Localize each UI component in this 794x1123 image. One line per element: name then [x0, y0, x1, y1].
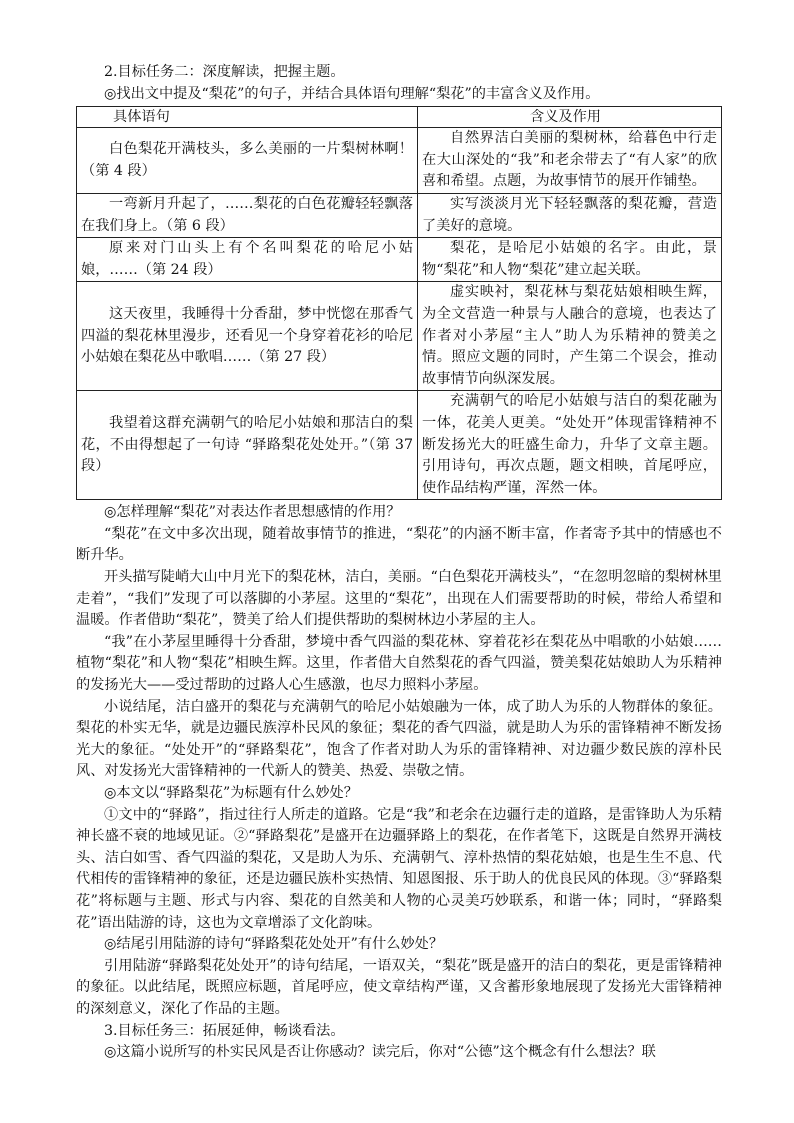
row-sentence: 一弯新月升起了，……梨花的白色花瓣轻轻飘落在我们身上。（第 6 段） [77, 193, 418, 237]
row-meaning: 自然界洁白美丽的梨树林，给暮色中行走在大山深处的“我”和老余带去了“有人家”的欣喜和希望。点题，为故事情节的展开作铺垫。 [418, 128, 722, 194]
answer-3: 引用陆游“驿路梨花处处开”的诗句结尾，一语双关，“梨花”既是盛开的洁白的梨花，更是雷锋精神的象征。以此结尾，既照应标题，首尾呼应，使文章结构严谨，又含蓄形象地展现了发扬光大雷锋精神的深刻意义，深化了作品的主题。 [76, 957, 722, 1017]
task3-heading: 3.目标任务三：拓展延伸，畅谈看法。 [104, 1022, 345, 1039]
question-2: ◎本文以“驿路梨花”为标题有什么妙处？ [104, 785, 358, 801]
row-sentence: 这天夜里，我睡得十分香甜，梦中恍惚在那香气四溢的梨花林里漫步，还看见一个身穿着花衫的哈尼小姑娘在梨花丛中歌唱……（第 27 段） [77, 282, 418, 391]
question-3: ◎结尾引用陆游的诗句“驿路梨花处处开”有什么妙处？ [104, 936, 444, 953]
row-meaning: 实写淡淡月光下轻轻飘落的梨花瓣，营造了美好的意境。 [418, 193, 722, 237]
question-1: ◎怎样理解“梨花”对表达作者思想感情的作用？ [104, 504, 401, 521]
row-meaning: 梨花，是哈尼小姑娘的名字。由此，景物“梨花”和人物“梨花”建立起关联。 [418, 238, 722, 282]
row-meaning: 充满朝气的哈尼小姑娘与洁白的梨花融为一体，花美人更美。“处处开”体现雷锋精神不断发扬光大的旺盛生命力，升华了文章主题。引用诗句，再次点题，题文相映，首尾呼应，使作品结构严谨，浑然一体。 [418, 391, 722, 500]
header-sentence: 具体语句 [77, 107, 418, 128]
task2-heading: 2.目标任务二：深度解读，把握主题。 [104, 64, 345, 80]
lihua-analysis-table [76, 106, 722, 500]
answer-1-paragraph: “我”在小茅屋里睡得十分香甜，梦境中香气四溢的梨花林、穿着花衫在梨花丛中唱歌的小姑娘……植物“梨花”和人物“梨花”相映生辉。这里，作者借大自然梨花的香气四溢，赞美梨花姑娘助人为乐精神的发扬光大——受过帮助的过路人心生感激，也尽力照料小茅屋。 [76, 633, 722, 694]
table-row [77, 282, 722, 391]
row-sentence: 原来对门山头上有个名叫梨花的哈尼小姑娘，……（第 24 段） [77, 238, 418, 282]
row-meaning: 虚实映衬，梨花林与梨花姑娘相映生辉，为全文营造一种景与人融合的意境，也表达了作者对小茅屋“主人”助人为乐精神的赞美之情。照应文题的同时，产生第二个误会，推动故事情节向纵深发展。 [418, 282, 722, 391]
row-sentence: 白色梨花开满枝头，多么美丽的一片梨树林啊！（第 4 段） [77, 128, 418, 194]
table-row [77, 128, 722, 194]
table-row [77, 391, 722, 500]
table-row [77, 193, 722, 237]
document-page [76, 62, 722, 1064]
row-sentence: 我望着这群充满朝气的哈尼小姑娘和那洁白的梨花，不由得想起了一句诗 “驿路梨花处处开。”（第 37 段） [77, 391, 418, 500]
answer-1-paragraph: “梨花”在文中多次出现，随着故事情节的推进，“梨花”的内涵不断丰富，作者寄予其中的情感也不断升华。 [76, 525, 722, 564]
answer-2: ①文中的“驿路”，指过往行人所走的道路。它是“我”和老余在边疆行走的道路，是雷锋助人为乐精神长盛不衰的地域见证。②“驿路梨花”是盛开在边疆驿路上的梨花，在作者笔下，这既是自然界开满枝头、洁白如雪、香气四溢的梨花，又是助人为乐、充满朝气、淳朴热情的梨花姑娘，也是生生不息、代代相传的雷锋精神的象征，还是边疆民族朴实热情、知恩图报、乐于助人的优良民风的体现。③“驿路梨花”将标题与主题、形式与内容、梨花的自然美和人物的心灵美巧妙联系，和谐一体；同时，“驿路梨花”语出陆游的诗，这也为文章增添了文化韵味。 [76, 806, 722, 931]
table-row [77, 238, 722, 282]
answer-1-paragraph: 小说结尾，洁白盛开的梨花与充满朝气的哈尼小姑娘融为一体，成了助人为乐的人物群体的象征。梨花的朴实无华，就是边疆民族淳朴民风的象征；梨花的香气四溢，就是助人为乐的雷锋精神不断发扬光大的象征。“处处开”的“驿路梨花”，饱含了作者对助人为乐的雷锋精神、对边疆少数民族的淳朴民风、对发扬光大雷锋精神的一代新人的赞美、热爱、崇敬之情。 [76, 698, 722, 780]
task2-instruction: ◎找出文中提及“梨花”的句子，并结合具体语句理解“梨花”的丰富含义及作用。 [104, 85, 600, 102]
question-4: ◎这篇小说所写的朴实民风是否让你感动？读完后，你对“公德”这个概念有什么想法？联 [104, 1044, 656, 1061]
table-header-row [77, 107, 722, 128]
header-meaning: 含义及作用 [418, 107, 722, 128]
answer-1-paragraph: 开头描写陡峭大山中月光下的梨花林，洁白，美丽。“白色梨花开满枝头”，“在忽明忽暗的梨树林里走着”，“我们”发现了可以落脚的小茅屋。这里的“梨花”，出现在人们需要帮助的时候，带给人希望和温暖。作者借助“梨花”，赞美了给人们提供帮助的梨树林边小茅屋的主人。 [76, 569, 722, 629]
